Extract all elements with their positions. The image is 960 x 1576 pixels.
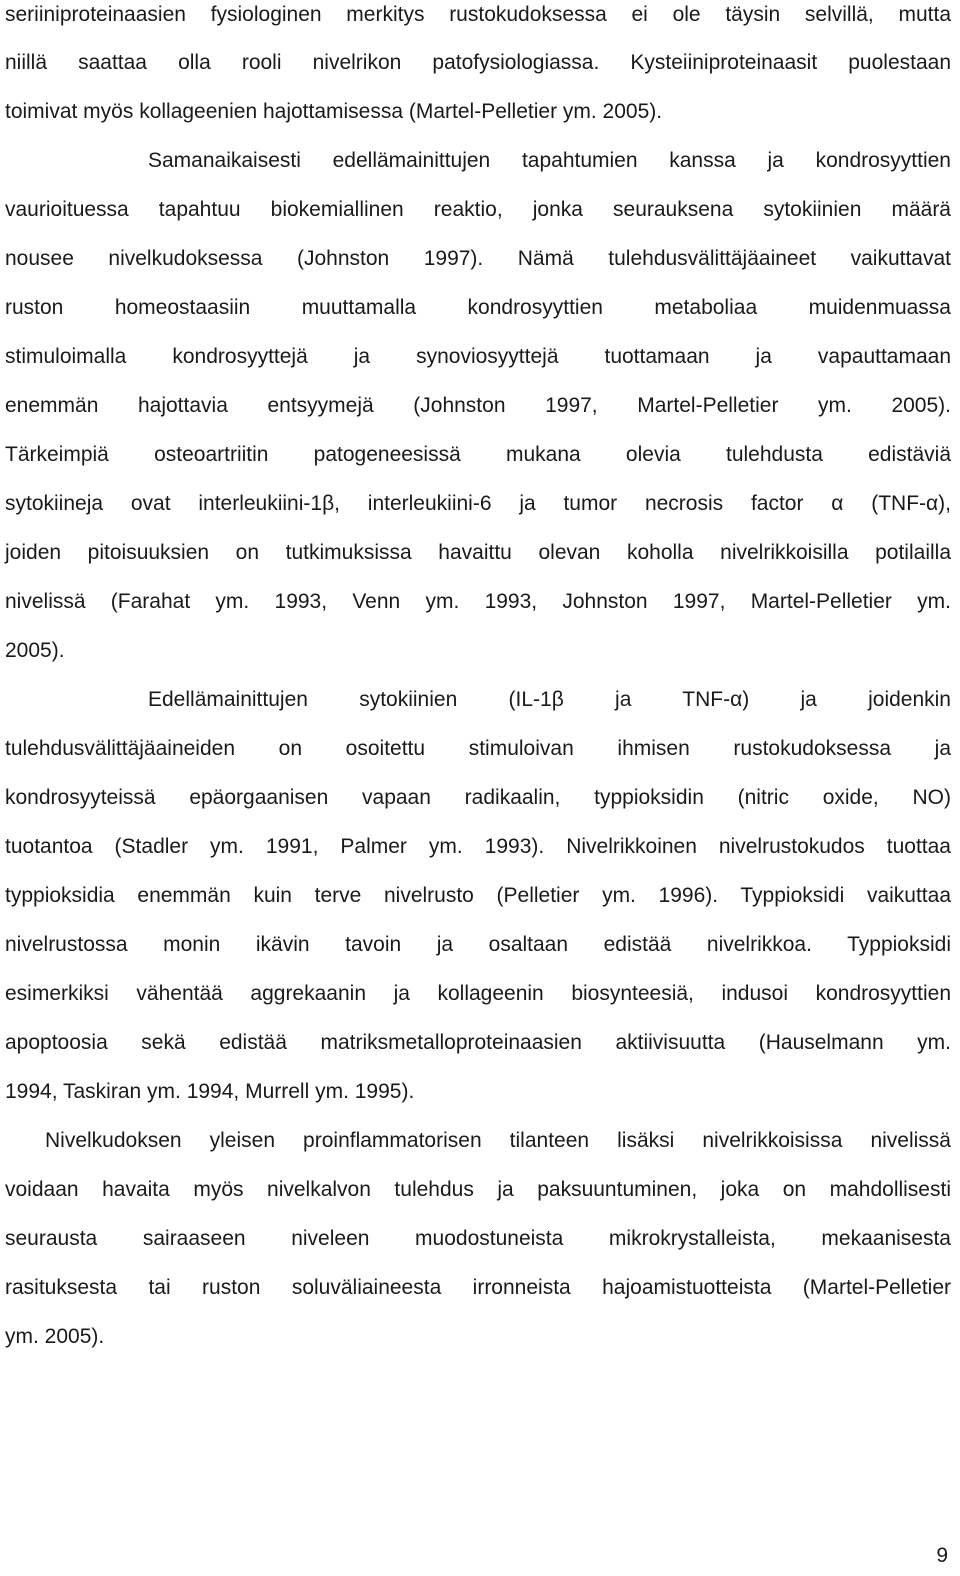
text-line: kondrosyyteissä epäorgaanisen vapaan radikaalin, typpioksidin (nitric oxide, NO): [5, 786, 951, 809]
text-line: rasituksesta tai ruston soluväliaineesta irronneista hajoamistuotteista (Martel-Pelletier: [5, 1276, 951, 1299]
text-line: 1994, Taskiran ym. 1994, Murrell ym. 1995).: [5, 1080, 415, 1103]
page-number: 9: [936, 1544, 948, 1567]
text-line: Samanaikaisesti edellämainittujen tapahtumien kanssa ja kondrosyyttien: [148, 149, 951, 172]
text-line: joiden pitoisuuksien on tutkimuksissa havaittu olevan koholla nivelrikkoisilla potilailla: [5, 541, 951, 564]
text-line: nivelissä (Farahat ym. 1993, Venn ym. 1993, Johnston 1997, Martel-Pelletier ym.: [5, 590, 951, 613]
text-line: apoptoosia sekä edistää matriksmetalloproteinaasien aktiivisuutta (Hauselmann ym.: [5, 1031, 951, 1054]
text-line: enemmän hajottavia entsyymejä (Johnston 1997, Martel-Pelletier ym. 2005).: [5, 394, 951, 417]
text-line: tulehdusvälittäjäaineiden on osoitettu stimuloivan ihmisen rustokudoksessa ja: [5, 737, 951, 760]
text-line: 2005).: [5, 639, 65, 662]
text-line: niillä saattaa olla rooli nivelrikon patofysiologiassa. Kysteiiniproteinaasit puolestaan: [5, 51, 951, 74]
text-line: ym. 2005).: [5, 1325, 105, 1348]
text-line: sytokiineja ovat interleukiini-1β, interleukiini-6 ja tumor necrosis factor α (TNF-α),: [5, 492, 951, 515]
text-line: tuotantoa (Stadler ym. 1991, Palmer ym. 1993). Nivelrikkoinen nivelrustokudos tuottaa: [5, 835, 951, 858]
text-line: nivelrustossa monin ikävin tavoin ja osaltaan edistää nivelrikkoa. Typpioksidi: [5, 933, 951, 956]
text-line: seurausta sairaaseen niveleen muodostuneista mikrokrystalleista, mekaanisesta: [5, 1227, 951, 1250]
text-line: Tärkeimpiä osteoartriitin patogeneesissä mukana olevia tulehdusta edistäviä: [5, 443, 951, 466]
text-line: Edellämainittujen sytokiinien (IL-1β ja TNF-α) ja joidenkin: [148, 688, 951, 711]
text-line: Nivelkudoksen yleisen proinflammatorisen tilanteen lisäksi nivelrikkoisissa nivelissä: [45, 1129, 951, 1152]
text-line: nousee nivelkudoksessa (Johnston 1997). Nämä tulehdusvälittäjäaineet vaikuttavat: [5, 247, 951, 270]
text-line: toimivat myös kollageenien hajottamisessa (Martel-Pelletier ym. 2005).: [5, 100, 663, 123]
text-line: ruston homeostaasiin muuttamalla kondrosyyttien metaboliaa muidenmuassa: [5, 296, 951, 319]
text-line: voidaan havaita myös nivelkalvon tulehdus ja paksuuntuminen, joka on mahdollisesti: [5, 1178, 951, 1201]
text-line: seriiniproteinaasien fysiologinen merkitys rustokudoksessa ei ole täysin selvillä, mutta: [5, 3, 951, 26]
text-line: vaurioituessa tapahtuu biokemiallinen reaktio, jonka seurauksena sytokiinien määrä: [5, 198, 951, 221]
text-line: typpioksidia enemmän kuin terve nivelrusto (Pelletier ym. 1996). Typpioksidi vaikuttaa: [5, 884, 951, 907]
text-line: esimerkiksi vähentää aggrekaanin ja kollageenin biosynteesiä, indusoi kondrosyyttien: [5, 982, 951, 1005]
text-line: stimuloimalla kondrosyyttejä ja synoviosyyttejä tuottamaan ja vapauttamaan: [5, 345, 951, 368]
